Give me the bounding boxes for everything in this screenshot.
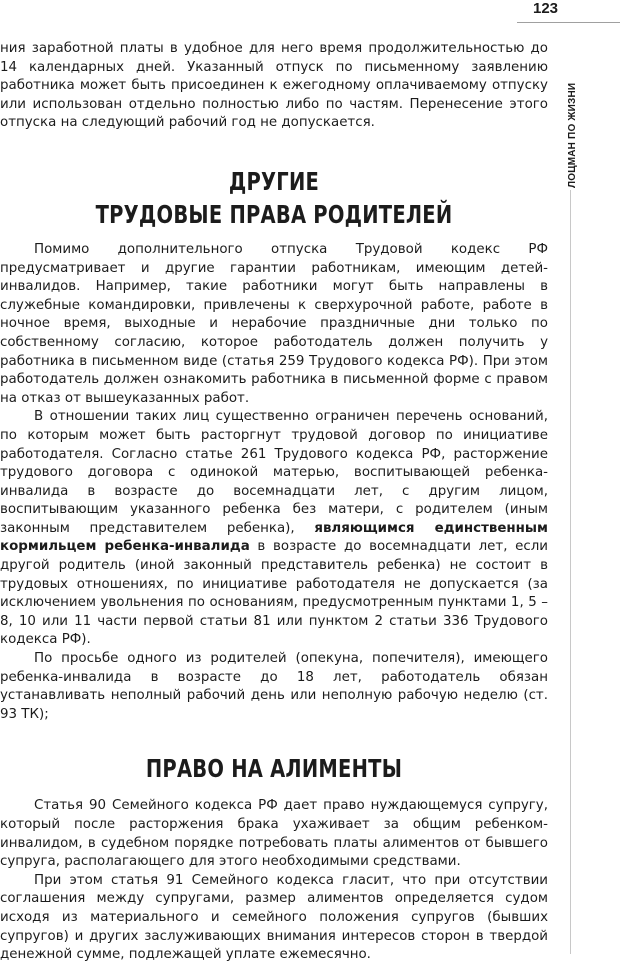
section-heading-alimony: ПРАВО НА АЛИМЕНТЫ bbox=[145, 754, 403, 784]
page-number: 123 bbox=[533, 0, 559, 17]
paragraph: По просьбе одного из родителей (опекуна, попечителя), имеющего ребенка-инвалида в возрасте до 18 лет, работодатель обязан устанавливать неполный рабочий день или неполную рабочую неделю (ст. 93 ТК); bbox=[0, 651, 548, 722]
emphasized-text: являющимся единственным кормильцем ребенка-инвалида bbox=[0, 520, 548, 555]
text-run: в возрасте до восемнадцати лет, если другой родитель (иной законный представитель ребенка) не состоит в трудовых отношениях, по инициативе работодателя не допускается (за исключением увольнения по основаниям, предусмотренным пунктами 1, 5 – 8, 10 или 11 части первой статьи 81 или пунктом 2 статьи 336 Трудового кодекса РФ). bbox=[0, 539, 548, 648]
side-rule bbox=[570, 190, 571, 954]
text-run: В отношении таких лиц существенно ограничен перечень оснований, по которым может быть расторгнут трудовой договор по инициативе работодателя. Согласно статье 261 Трудового кодекса РФ, расторжение трудового договора с одинокой матерью, воспитывающей ребенка-инвалида в возрасте до восемнадцати лет, с другим лицом, воспитывающим указанного ребенка без матери, с родителем (иным законным представителем ребенка), bbox=[0, 409, 548, 536]
section-heading-other-rights bbox=[60, 165, 487, 231]
paragraph-continuation: ния заработной платы в удобное для него время продолжительностью до 14 календарных дней. Указанный отпуск по письменному заявлению работника может быть присоединен к ежегодному оплачиваемому отпуску или использован отдельно полностью либо по частям. Перенесение этого отпуска на следующий рабочий год не допускается. bbox=[0, 41, 548, 131]
heading-line: ДРУГИЕ bbox=[228, 166, 320, 196]
header-rule bbox=[517, 22, 620, 23]
paragraph: Статья 90 Семейного кодекса РФ дает право нуждающемуся супругу, который после расторжения брака ухаживает за общим ребенком-инвалидом, в судебном порядке потребовать платы алиментов от бывшего супруга, располагающего для этого необходимыми средствами. bbox=[0, 798, 548, 870]
page-body bbox=[0, 40, 548, 965]
running-title: ЛОЦМАН ПО ЖИЗНИ bbox=[567, 82, 578, 188]
paragraph: При этом статья 91 Семейного кодекса гласит, что при отсутствии соглашения между супругами, размер алиментов определяется судом исходя из материального и семейного положения супругов (бывших супругов) и других заслуживающих внимания интересов сторон в твердой денежной сумме, подлежащей уплате ежемесячно. bbox=[0, 872, 548, 963]
paragraph bbox=[0, 408, 548, 650]
heading-line: ТРУДОВЫЕ ПРАВА РОДИТЕЛЕЙ bbox=[95, 199, 453, 229]
paragraph: Помимо дополнительного отпуска Трудовой кодекс РФ предусматривает и другие гарантии работникам, имеющим детей-инвалидов. Например, такие работники могут быть направлены в служебные командировки, привлечены к сверхурочной работе, работе в ночное время, выходные и нерабочие праздничные дни только по собственному согласию, которое работодатель должен получить у работника в письменном виде (статья 259 Трудового кодекса РФ). При этом работодатель должен ознакомить работника в письменной форме с правом на отказ от вышеуказанных работ. bbox=[0, 241, 548, 406]
